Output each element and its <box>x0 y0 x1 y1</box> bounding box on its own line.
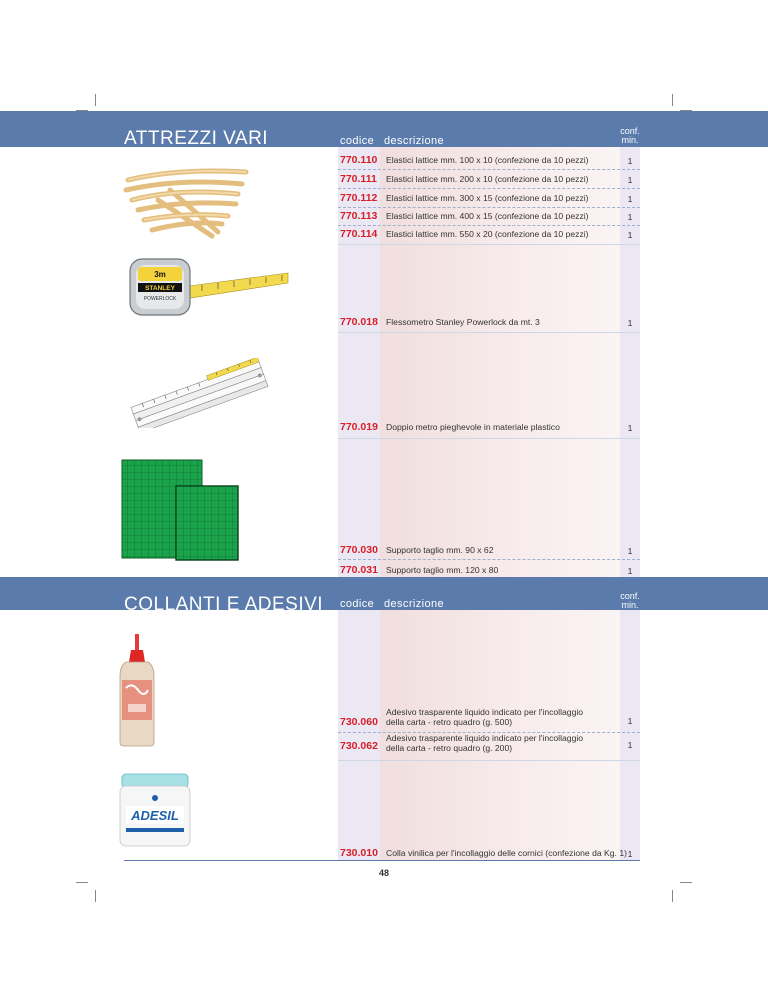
product-description: Colla vinilica per l'incollaggio delle cornici (confezione da Kg. 1) <box>386 848 627 858</box>
min-quantity: 1 <box>627 212 633 222</box>
product-code: 770.019 <box>340 421 378 433</box>
divider <box>338 760 640 761</box>
min-quantity: 1 <box>627 423 633 433</box>
crop-mark <box>680 882 692 883</box>
product-code: 770.031 <box>340 564 378 576</box>
table-row <box>338 207 640 226</box>
product-code: 770.112 <box>340 192 378 204</box>
product-code: 770.111 <box>340 173 377 185</box>
min-quantity: 1 <box>627 175 633 185</box>
section-title: COLLANTI E ADESIVI <box>124 594 324 615</box>
product-description: Supporto taglio mm. 90 x 62 <box>386 545 494 555</box>
folding-ruler-image <box>122 358 272 428</box>
product-code: 770.113 <box>340 210 378 222</box>
rubber-bands-image <box>118 160 252 240</box>
cutting-mat-image <box>120 458 242 562</box>
table-row <box>338 707 640 733</box>
table-row <box>338 418 640 436</box>
crop-mark <box>95 890 96 902</box>
product-code: 770.018 <box>340 316 378 328</box>
crop-mark <box>95 94 96 106</box>
min-quantity: 1 <box>627 566 633 576</box>
divider <box>338 438 640 439</box>
column-header-conf: conf. min. <box>620 126 640 145</box>
product-description: Elastici lattice mm. 100 x 10 (confezione da 10 pezzi) <box>386 155 589 165</box>
tape-brand-label: STANLEY <box>145 285 175 292</box>
product-code: 770.114 <box>340 228 378 240</box>
table-row <box>338 170 640 189</box>
divider <box>338 244 640 245</box>
product-code: 730.060 <box>340 716 378 728</box>
table-row <box>338 733 640 758</box>
table-row <box>338 225 640 243</box>
min-quantity: 1 <box>627 318 633 328</box>
min-quantity: 1 <box>627 546 633 556</box>
crop-mark <box>76 882 88 883</box>
tape-size-label: 3m <box>154 270 166 279</box>
min-quantity: 1 <box>627 849 633 859</box>
table-row <box>338 541 640 560</box>
min-quantity: 1 <box>627 716 633 726</box>
min-quantity: 1 <box>627 156 633 166</box>
tape-model-label: POWERLOCK <box>143 296 177 302</box>
min-quantity: 1 <box>627 194 633 204</box>
bottom-rule <box>124 860 640 861</box>
column-header-code: codice <box>340 135 375 147</box>
product-description: Elastici lattice mm. 300 x 15 (confezione da 10 pezzi) <box>386 193 589 203</box>
stripe-code <box>338 610 380 860</box>
min-quantity: 1 <box>627 740 633 750</box>
product-description: Doppio metro pieghevole in materiale plastico <box>386 422 560 432</box>
product-description: Adesivo trasparente liquido indicato per l'incollaggio della carta - retro quadro (g. 200) <box>386 733 584 753</box>
product-description: Adesivo trasparente liquido indicato per l'incollaggio della carta - retro quadro (g. 500) <box>386 707 584 727</box>
crop-mark <box>672 94 673 106</box>
min-quantity: 1 <box>627 230 633 240</box>
stripe-conf <box>620 610 640 860</box>
page-number: 48 <box>378 868 389 878</box>
product-code: 770.030 <box>340 544 378 556</box>
glue-jar-image <box>116 772 194 848</box>
tape-measure-image <box>122 253 290 321</box>
table-row <box>338 189 640 208</box>
crop-mark <box>672 890 673 902</box>
product-description: Elastici lattice mm. 550 x 20 (confezione da 10 pezzi) <box>386 229 589 239</box>
glue-bottle-image <box>118 632 158 748</box>
column-header-description: descrizione <box>384 135 445 147</box>
product-code: 770.110 <box>340 154 378 166</box>
product-description: Elastici lattice mm. 400 x 15 (confezione da 10 pezzi) <box>386 211 589 221</box>
product-description: Elastici lattice mm. 200 x 10 (confezione da 10 pezzi) <box>386 174 589 184</box>
product-description: Supporto taglio mm. 120 x 80 <box>386 565 499 575</box>
product-code: 730.062 <box>340 740 378 752</box>
product-code: 730.010 <box>340 847 378 859</box>
glue-brand-label: ADESIL <box>131 808 179 823</box>
column-header-code: codice <box>340 598 375 610</box>
table-row <box>338 151 640 170</box>
column-header-description: descrizione <box>384 598 445 610</box>
table-row <box>338 313 640 331</box>
column-header-conf: conf. min. <box>620 591 640 610</box>
divider <box>338 332 640 333</box>
product-description: Flessometro Stanley Powerlock da mt. 3 <box>386 317 540 327</box>
section-title: ATTREZZI VARI <box>124 128 269 149</box>
